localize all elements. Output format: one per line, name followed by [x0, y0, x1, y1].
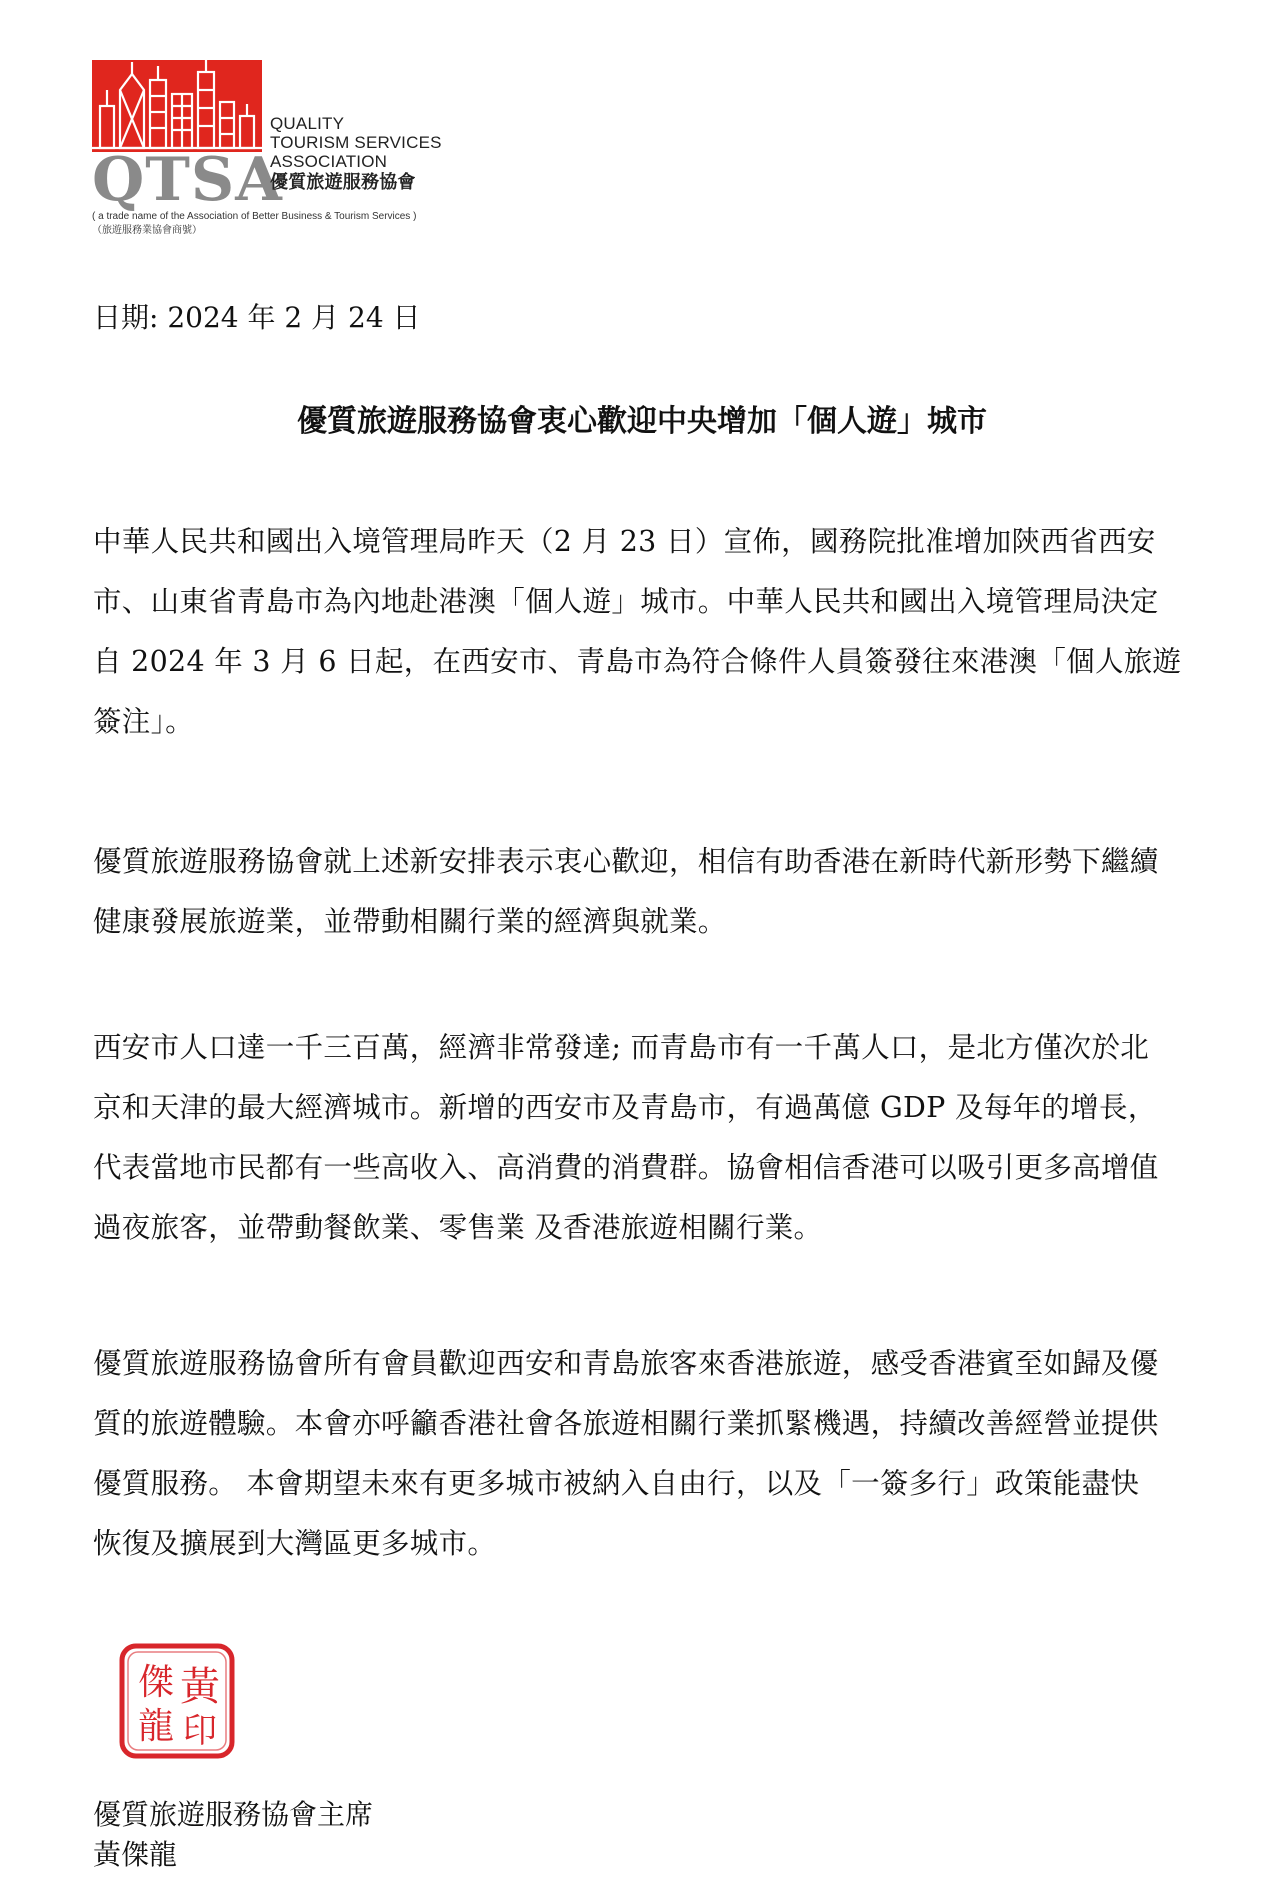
signatory-position: 優質旅遊服務協會主席: [93, 1798, 374, 1831]
paragraph-1: [93, 512, 1213, 752]
paragraph-2: [93, 832, 1213, 952]
paragraph-line: 自 2024 年 3 月 6 日起，在西安市、青島市為符合條件人員簽發往來港澳「個人旅遊: [93, 645, 1182, 678]
document-title: 優質旅遊服務協會衷心歡迎中央增加「個人遊」城市: [297, 404, 987, 439]
paragraph-3: [93, 1018, 1213, 1258]
signature-block: [93, 1795, 373, 1875]
org-name-en-line2: TOURISM SERVICES: [270, 133, 442, 152]
paragraph-line: 健康發展旅遊業，並帶動相關行業的經濟與就業。: [93, 905, 727, 938]
paragraph-line: 恢復及擴展到大灣區更多城市。: [93, 1527, 497, 1560]
seal-char-huang: 黃: [180, 1664, 220, 1710]
paragraph-line: 京和天津的最大經濟城市。新增的西安市及青島市，有過萬億 GDP 及每年的增長，: [93, 1091, 1157, 1124]
org-name-en-line1: QUALITY: [270, 114, 345, 133]
paragraph-line: 中華人民共和國出入境管理局昨天（2 月 23 日）宣佈，國務院批准增加陝西省西安: [93, 525, 1156, 558]
trade-note-zh: （旅遊服務業協會商號）: [92, 225, 202, 236]
paragraph-line: 西安市人口達一千三百萬，經濟非常發達; 而青島市有一千萬人口，是北方僅次於北: [93, 1031, 1150, 1064]
paragraph-4: [93, 1334, 1213, 1574]
qtsa-letters-logo: [92, 145, 283, 266]
org-name-en-line3: ASSOCIATION: [270, 152, 388, 171]
paragraph-line: 過夜旅客，並帶動餐飲業、零售業 及香港旅遊相關行業。: [93, 1211, 823, 1244]
paragraph-line: 優質旅遊服務協會所有會員歡迎西安和青島旅客來香港旅遊，感受香港賓至如歸及優: [93, 1347, 1159, 1380]
skyline-logo: [92, 60, 262, 152]
letterhead: [92, 60, 512, 250]
document-date: 日期: 2024 年 2 月 24 日: [93, 301, 421, 334]
trade-note-en: ( a trade name of the Association of Better Business & Tourism Services ): [92, 211, 417, 222]
signatory-name: 黃傑龍: [93, 1838, 178, 1871]
trade-name-note: [92, 210, 416, 238]
paragraph-line: 優質旅遊服務協會就上述新安排表示衷心歡迎，相信有助香港在新時代新形勢下繼續: [93, 845, 1159, 878]
chairman-seal-stamp: [118, 1642, 236, 1760]
qtsa-letters: QTSA: [92, 145, 283, 215]
paragraph-line: 市、山東省青島市為內地赴港澳「個人遊」城市。中華人民共和國出入境管理局決定: [93, 585, 1159, 618]
paragraph-line: 簽注」。: [93, 705, 194, 738]
org-name-block: [270, 114, 442, 192]
seal-char-huang-lower: 印: [183, 1711, 217, 1751]
seal-char-kit: 傑: [137, 1662, 175, 1703]
org-name-zh: 優質旅遊服務協會: [270, 172, 416, 192]
paragraph-line: 代表當地市民都有一些高收入、高消費的消費群。協會相信香港可以吸引更多高增值: [93, 1151, 1159, 1184]
paragraph-line: 質的旅遊體驗。本會亦呼籲香港社會各旅遊相關行業抓緊機遇，持續改善經營並提供: [93, 1407, 1159, 1440]
paragraph-line: 優質服務。 本會期望未來有更多城市被納入自由行，以及「一簽多行」政策能盡快: [93, 1467, 1140, 1500]
seal-char-lung: 龍: [137, 1706, 175, 1747]
